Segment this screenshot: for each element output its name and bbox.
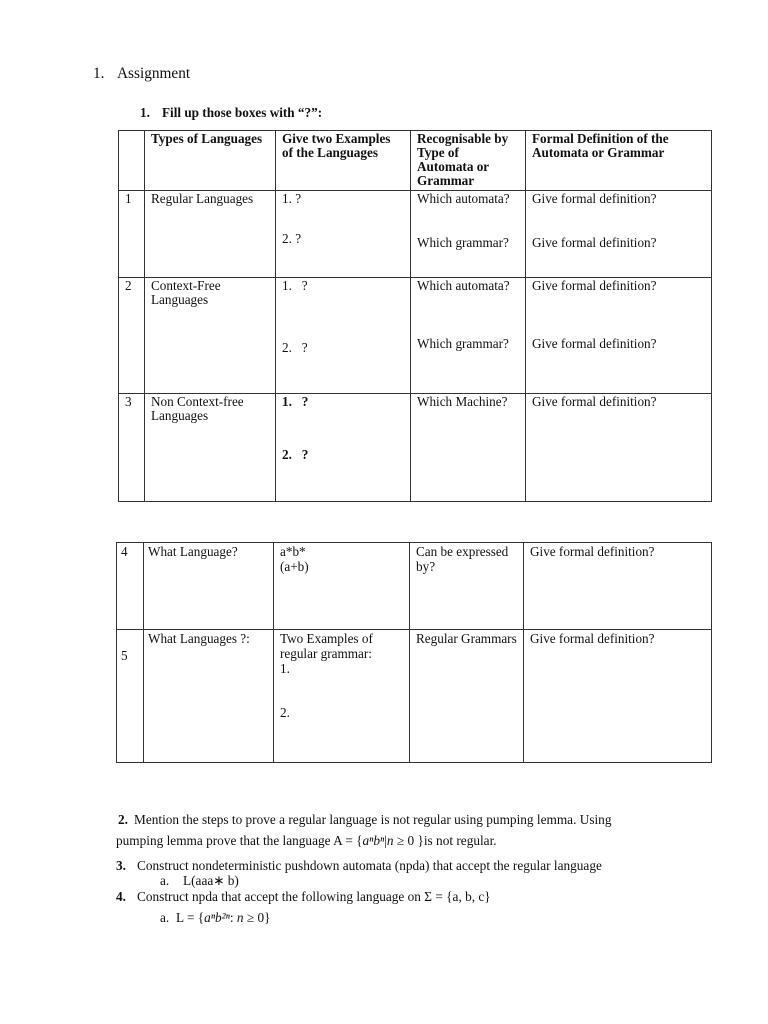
question-2-continuation: pumping lemma prove that the language A = { (116, 833, 363, 848)
examples-intro: Two Examples of regular grammar: (280, 631, 373, 661)
table-row (117, 543, 712, 630)
formal-definition-prompt: Give formal definition? (530, 631, 655, 646)
question-2-text: Mention the steps to prove a regular language is not regular using pumping lemma. Using (134, 812, 612, 827)
example-1: 1. ? (282, 191, 302, 206)
row-number-cell (119, 394, 145, 502)
formal-definition-prompt: Give formal definition? (532, 278, 657, 293)
header-formal-definition: Formal Definition of the Automata or Grammar (532, 131, 669, 160)
header-number-cell (119, 131, 145, 191)
example-2: 2. ? (282, 340, 308, 355)
grammar-type: Regular Grammars (416, 631, 517, 646)
language-expression: aⁿbⁿ (362, 833, 385, 848)
grammar-question: Which grammar? (417, 235, 509, 250)
automata-question: Which automata? (417, 191, 510, 206)
recognisable-cell (411, 278, 526, 394)
row-number: 5 (121, 648, 128, 663)
header-recognisable-cell (411, 131, 526, 191)
expression-variable: n (386, 833, 394, 848)
recognisable-cell (410, 630, 524, 763)
question-2-line-1 (118, 812, 611, 828)
expression-condition: ≥ 0 (393, 833, 418, 848)
example-1: 1. ? (282, 278, 308, 293)
expressed-by-question: Can be expressed by? (416, 544, 509, 574)
regular-expression: a*b* (a+b) (280, 544, 309, 574)
expression-condition: ≥ 0} (243, 910, 271, 925)
table-header-row (119, 131, 712, 191)
example-1: 1. (280, 661, 290, 676)
expression-separator: : (229, 910, 237, 925)
expression-variable: n (236, 910, 244, 925)
table-row (119, 394, 712, 502)
question-3-text: Construct nondeterministic pushdown automata (npda) that accept the regular language (137, 858, 602, 873)
language-question: What Language? (148, 544, 238, 559)
question-1-text: Fill up those boxes with “?”: (162, 105, 323, 120)
language-type: Context-Free Languages (151, 278, 221, 307)
row-number-cell (117, 543, 144, 630)
row-number: 3 (125, 394, 132, 409)
item-label: a. (160, 910, 170, 925)
row-number-cell (119, 278, 145, 394)
language-type-cell (145, 278, 276, 394)
row-number-cell (117, 630, 144, 763)
recognisable-cell (411, 394, 526, 502)
header-examples: Give two Examples of the Languages (282, 131, 391, 160)
question-4 (116, 889, 491, 905)
header-formal-cell (526, 131, 712, 191)
formal-definition-cell (526, 278, 712, 394)
formal-definition-cell (526, 394, 712, 502)
question-3 (116, 858, 602, 874)
question-2-suffix: }is not regular. (417, 833, 497, 848)
heading-title: Assignment (117, 65, 191, 82)
question-3-item-a (160, 873, 239, 889)
question-1-number: 1. (140, 105, 150, 120)
examples-cell (276, 394, 411, 502)
language-type: Non Context-free Languages (151, 394, 244, 423)
recognisable-cell (411, 191, 526, 278)
question-2-line-2 (116, 833, 497, 849)
formal-definition-prompt: Give formal definition? (532, 336, 657, 351)
expression-separator: | (384, 833, 387, 848)
question-3-number: 3. (116, 858, 126, 873)
example-2: 2. ? (282, 231, 302, 246)
language-type-cell (144, 543, 274, 630)
example-1: 1. ? (282, 394, 309, 409)
question-4-text: Construct npda that accept the following language on Σ = {a, b, c} (137, 889, 491, 904)
table-row (119, 278, 712, 394)
example-2: 2. ? (282, 447, 309, 462)
formal-definition-prompt: Give formal definition? (532, 235, 657, 250)
header-types: Types of Languages (151, 131, 263, 146)
header-types-cell (145, 131, 276, 191)
recognisable-cell (410, 543, 524, 630)
item-label: a. (160, 873, 170, 888)
language-type: Regular Languages (151, 191, 254, 206)
expression-cell (274, 543, 410, 630)
heading-number: 1. (93, 65, 105, 82)
examples-cell (276, 191, 411, 278)
row-number: 2 (125, 278, 132, 293)
row-number: 4 (121, 544, 128, 559)
language-type-cell (144, 630, 274, 763)
examples-cell (274, 630, 410, 763)
question-2-number: 2. (118, 812, 128, 827)
formal-definition-prompt: Give formal definition? (530, 544, 655, 559)
question-4-number: 4. (116, 889, 126, 904)
formal-definition-cell (524, 630, 712, 763)
example-2: 2. (280, 705, 290, 720)
grammar-question: Which grammar? (417, 336, 509, 351)
language-type-cell (145, 394, 276, 502)
formal-definition-prompt: Give formal definition? (532, 394, 657, 409)
language-expression: aⁿb²ⁿ (204, 910, 230, 925)
assignment-heading (93, 65, 190, 83)
row-number-cell (119, 191, 145, 278)
header-recognisable: Recognisable by Type of Automata or Grammar (417, 131, 509, 188)
language-type-cell (145, 191, 276, 278)
item-language: L(aaa∗ b) (183, 873, 239, 888)
row-number: 1 (125, 191, 132, 206)
formal-definition-cell (524, 543, 712, 630)
header-examples-cell (276, 131, 411, 191)
language-identification-table (116, 542, 712, 763)
machine-question: Which Machine? (417, 394, 508, 409)
formal-definition-cell (526, 191, 712, 278)
formal-definition-prompt: Give formal definition? (532, 191, 657, 206)
question-1-title (140, 105, 322, 121)
automata-question: Which automata? (417, 278, 510, 293)
item-language-prefix: L = { (176, 910, 205, 925)
table-row (119, 191, 712, 278)
question-4-item-a (160, 910, 271, 926)
table-row (117, 630, 712, 763)
languages-table (118, 130, 712, 502)
examples-cell (276, 278, 411, 394)
language-question: What Languages ?: (148, 631, 250, 646)
